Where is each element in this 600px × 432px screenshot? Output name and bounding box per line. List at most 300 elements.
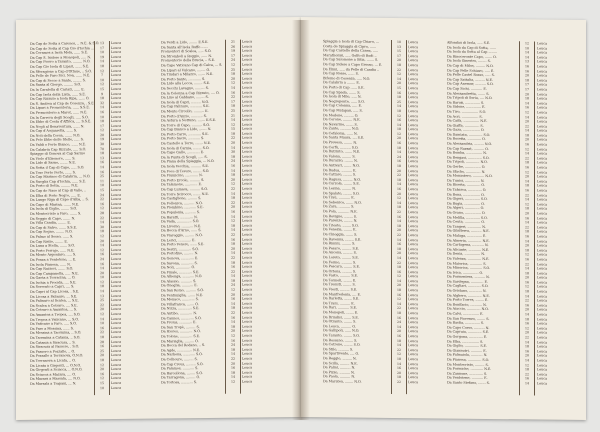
unit-label: Leuca xyxy=(242,108,253,113)
route-line: Da Gallipoli, ...... N.O. xyxy=(323,328,360,334)
route-line: Da San Tropè, ......... S. xyxy=(161,324,200,330)
unit-label: Leuca xyxy=(408,279,419,284)
distance-value: 14 xyxy=(230,85,236,90)
unit-label: Leuca xyxy=(408,150,419,155)
unit-label: Leuca xyxy=(537,252,548,257)
route-line: Da Cartagena, ........... N. xyxy=(447,242,489,248)
distance-value: 20 xyxy=(524,353,530,358)
route-line: Da Licata a Girgenti, ... O.N.O. xyxy=(30,362,82,368)
distance-value: 10 xyxy=(99,114,105,119)
route-line: Da Zannone, ............. S. xyxy=(447,371,488,376)
route-line: Da Ceuta, ............... O. xyxy=(447,219,485,225)
distance-value: 16 xyxy=(99,325,105,330)
distance-value: 12 xyxy=(524,326,530,331)
unit-label: Leuca xyxy=(111,334,122,340)
unit-label: Leuca xyxy=(111,229,122,234)
distance-value: 9 xyxy=(100,91,104,96)
right-text-column-2 xyxy=(447,41,517,396)
distance-value: 22 xyxy=(230,356,236,361)
distance-value: 14 xyxy=(99,165,105,170)
unit-label: Leuca xyxy=(537,330,548,335)
route-line: Da Cap Colonna, ..... E. xyxy=(323,103,362,108)
route-line: Da Cap Gio Isola di Lipari, ...... S.E. xyxy=(30,64,90,69)
unit-label: Leuca xyxy=(111,192,122,197)
route-line: Da Cap Campanella, ..... N.E. xyxy=(30,271,79,276)
unit-label: Leuca xyxy=(408,311,419,316)
unit-label: Leuca xyxy=(537,64,548,69)
route-line: Da Marsiglia, ......... O. xyxy=(161,338,199,344)
route-line: Da Licosa a Palinuro, ... S.E. xyxy=(30,294,78,299)
distance-value: 24 xyxy=(230,342,236,347)
route-line: Da Corfù, .......... S.O. xyxy=(323,144,359,150)
distance-value: 18 xyxy=(99,119,105,124)
route-line: Biferno di Cosenza, ..... N.O. xyxy=(323,75,371,81)
distance-value: 16 xyxy=(99,252,105,257)
route-line: Da Capraia, ............. S.E. xyxy=(447,329,490,335)
unit-label: Leuca xyxy=(408,283,419,288)
distance-value: 16 xyxy=(524,257,530,262)
route-line: Da Cap Lumaca, .......... S.O. xyxy=(161,186,208,192)
route-line: Da Fermo, .......... S. xyxy=(323,259,357,265)
route-line: Da Rimini, ......... S. xyxy=(323,241,356,246)
unit-label: Leuca xyxy=(242,356,253,361)
unit-label: Leuca xyxy=(537,96,548,101)
unit-label: Leuca xyxy=(408,324,419,330)
distance-value: 14 xyxy=(396,343,402,348)
route-line: Da S. Andrea al Cap de Cosenza, . S.E. xyxy=(30,100,95,106)
route-line: Da Reggio, ......... N. xyxy=(323,356,357,361)
distance-value: 10 xyxy=(396,40,402,45)
unit-label: Leuca xyxy=(408,370,419,375)
left-page xyxy=(16,17,301,420)
unit-label: Leuca xyxy=(408,223,419,228)
distance-value: 12 xyxy=(230,182,236,187)
distance-value: 20 xyxy=(524,330,530,335)
route-line: Da Sotta il Cap di Capo, ..... S.O. xyxy=(30,165,85,170)
route-line: Da Vaticano a Faro, ..... S.O. xyxy=(30,321,77,327)
distance-value: 20 xyxy=(524,91,530,96)
distance-value: 22 xyxy=(524,192,530,197)
route-line: Da Oneglia, ........... E. xyxy=(161,283,198,288)
distance-value: 14 xyxy=(230,273,236,279)
distance-value: 12 xyxy=(524,362,530,367)
unit-label: Leuca xyxy=(408,320,419,325)
distance-value: 12 xyxy=(396,196,402,201)
distance-value: 12 xyxy=(524,252,530,257)
unit-label: Leuca xyxy=(242,269,253,274)
unit-label: Leuca xyxy=(537,105,548,110)
distance-value: 20 xyxy=(230,177,236,182)
left-number-column-2 xyxy=(225,40,241,394)
distance-value: 15 xyxy=(99,381,105,386)
route-line: Da Ischia a Procida, .... S.E. xyxy=(30,280,77,285)
route-line: Da Formentera, .......... N. xyxy=(447,274,490,280)
distance-value: 14 xyxy=(524,114,530,119)
unit-label: Leuca xyxy=(242,296,253,301)
unit-label: Leuca xyxy=(537,124,548,129)
unit-label: Leuca xyxy=(111,298,122,303)
distance-value: 22 xyxy=(230,269,236,274)
unit-label: Leuca xyxy=(242,67,253,72)
route-line: Da Calvi, ............... E. xyxy=(447,311,484,316)
unit-label: Leuca xyxy=(537,234,548,239)
route-line: Da Seggio di Capo, ....... N. xyxy=(30,215,76,221)
unit-label: Leuca xyxy=(242,168,253,173)
unit-label: Leuca xyxy=(242,232,253,237)
route-line: Da Monopoli, ....... E. xyxy=(323,310,359,315)
route-line: Da Alessandria, ......... N.O. xyxy=(447,141,493,147)
unit-label: Leuca xyxy=(408,118,419,123)
distance-value: 16 xyxy=(396,334,402,339)
route-line: Da Leuca, .......... O. xyxy=(323,324,356,329)
route-line: Da Corone, ......... N.E. xyxy=(323,117,361,122)
unit-label: Leuca xyxy=(408,141,419,146)
distance-value: 12 xyxy=(99,68,105,73)
distance-value: 13 xyxy=(99,293,105,298)
route-line: Da Siracusa al Passero, . S.O. xyxy=(30,344,80,350)
unit-label: Leuca xyxy=(111,169,122,174)
distance-value: 18 xyxy=(396,205,402,210)
route-line: Da Sidone, .............. E. xyxy=(447,104,486,110)
unit-label: Leuca xyxy=(408,338,419,343)
distance-value: 18 xyxy=(230,278,236,283)
route-line: Da Spalato, ........ S.O. xyxy=(323,190,360,196)
route-line: Da Freius, ............ E. xyxy=(161,320,197,325)
distance-value: 16 xyxy=(524,234,530,239)
unit-label: Leuca xyxy=(537,303,548,308)
route-line: Da Bocca del Rodano, .. S. xyxy=(161,343,206,348)
route-line: Da Algeri, .............. O. xyxy=(447,205,485,211)
distance-value: 16 xyxy=(230,338,236,343)
distance-value: 18 xyxy=(99,151,105,156)
unit-label: Leuca xyxy=(242,310,253,315)
unit-label: Leuca xyxy=(111,307,122,312)
distance-value: 18 xyxy=(230,306,236,311)
unit-label: Leuca xyxy=(537,216,548,221)
distance-value: 20 xyxy=(230,361,236,366)
distance-value: 28 xyxy=(99,339,105,344)
route-line: Da Tunisi, .............. N. xyxy=(447,178,485,183)
unit-label: Leuca xyxy=(111,339,122,344)
unit-label: Leuca xyxy=(537,261,548,267)
unit-label: Leuca xyxy=(408,95,419,100)
distance-value: 15 xyxy=(396,85,402,91)
unit-label: Leuca xyxy=(537,367,548,372)
unit-label: Leuca xyxy=(111,96,122,101)
distance-value: 18 xyxy=(396,164,402,169)
distance-value: 16 xyxy=(99,169,105,174)
route-line: Da Cap Rizzuto a Isola Ripa, ...... O. xyxy=(30,96,90,101)
distance-value: 16 xyxy=(230,163,236,168)
distance-value: 12 xyxy=(524,169,530,175)
distance-value: 16 xyxy=(99,371,105,376)
route-line: Da Ventotene, ........... E. xyxy=(447,375,488,381)
unit-label: Leuca xyxy=(242,204,253,210)
distance-value: 18 xyxy=(230,71,236,76)
route-line: Da Denia, ............... N. xyxy=(447,251,485,257)
distance-value: 16 xyxy=(396,187,402,192)
route-line: Da la Caratella di Cariati, ...... E. xyxy=(30,87,85,92)
right-leuca-column-1 xyxy=(408,40,442,394)
distance-value: 18 xyxy=(524,229,530,234)
unit-label: Leuca xyxy=(408,191,419,196)
route-line: Da Orano, ............... O. xyxy=(447,210,486,215)
route-line: Da Aiaccio, ............. N.O. xyxy=(447,306,489,312)
route-line: Da Sorrento a Capri, .... S. xyxy=(30,284,75,290)
distance-value: 14 xyxy=(524,50,530,55)
distance-value: 14 xyxy=(524,358,530,363)
unit-label: Leuca xyxy=(537,165,548,170)
distance-value: 18 xyxy=(230,324,236,329)
route-line: Da Terranova a Licata, .. O. xyxy=(30,358,76,363)
route-line: Da Tindari a Milazzo, ....... N.E. xyxy=(161,72,214,77)
unit-label: Leuca xyxy=(111,371,122,376)
distance-value: 22 xyxy=(524,156,530,161)
unit-label: Leuca xyxy=(408,49,419,54)
distance-value: 14 xyxy=(524,101,530,106)
distance-value: 20 xyxy=(99,367,105,372)
unit-label: Leuca xyxy=(537,381,548,386)
distance-value: 12 xyxy=(99,206,105,211)
unit-label: Leuca xyxy=(242,62,253,67)
unit-label: Leuca xyxy=(111,201,122,206)
unit-label: Leuca xyxy=(537,248,548,253)
route-line: Da Isola di Capri, ......... N.O. xyxy=(161,99,210,105)
unit-label: Leuca xyxy=(242,57,253,63)
distance-value: 10 xyxy=(99,321,105,326)
route-line: Da Cap Ristio, ........ E. xyxy=(30,238,68,244)
route-line: Da Damiata, ............. S.O. xyxy=(447,132,491,137)
unit-label: Leuca xyxy=(111,54,122,59)
route-line: Da Cefalonia, ...... N. xyxy=(323,131,358,136)
distance-value: 18 xyxy=(396,288,402,293)
unit-label: Leuca xyxy=(537,239,548,244)
distance-value: 14 xyxy=(99,316,105,321)
distance-value: 18 xyxy=(99,229,105,234)
distance-value: 18 xyxy=(524,206,530,211)
distance-value: 16 xyxy=(396,141,402,146)
route-line: Da Curzola, ........ S.E. xyxy=(323,181,360,187)
unit-label: Leuca xyxy=(408,375,419,380)
route-line: Da Portofino, ......... N. xyxy=(161,251,199,256)
route-line: Da Otranto, ........ S. xyxy=(323,319,357,324)
unit-label: Leuca xyxy=(408,136,419,141)
distance-value: 18 xyxy=(230,154,236,159)
unit-label: Leuca xyxy=(537,202,548,207)
route-line: Da Barcellona, ........ S.O. xyxy=(161,370,203,376)
distance-value: 14 xyxy=(524,55,530,60)
book-gutter xyxy=(292,20,310,420)
route-line: Da Tripoli di Soria, .... N.O. xyxy=(447,95,493,101)
unit-label: Leuca xyxy=(111,174,122,179)
route-line: Costa de Spiaggia di Cipro, ...... xyxy=(323,43,377,49)
unit-label: Leuca xyxy=(242,80,253,85)
route-line: Da Cap de Sotta al Cap Gio d'Ischia ... xyxy=(30,45,94,51)
distance-value: 12 xyxy=(99,128,105,133)
distance-value: 10 xyxy=(99,385,105,390)
unit-label: Leuca xyxy=(111,357,122,362)
distance-value: 14 xyxy=(396,219,402,224)
unit-label: Leuca xyxy=(242,158,253,164)
unit-label: Leuca xyxy=(111,293,122,298)
route-line: Da Giannutri, ........... E. xyxy=(447,348,487,353)
unit-label: Leuca xyxy=(242,319,253,324)
unit-label: Leuca xyxy=(408,76,419,81)
route-line: Da Baruti, .............. S. xyxy=(447,100,485,105)
distance-value: 20 xyxy=(524,307,530,312)
distance-value: 26 xyxy=(230,44,236,49)
unit-label: Leuca xyxy=(537,137,548,143)
route-line: Da Cap Ruzzeri, ....... S.O. xyxy=(30,266,74,271)
unit-label: Leuca xyxy=(408,113,419,118)
route-line: Marathonisi, ..... Golfo di Rodi .. xyxy=(323,53,377,58)
distance-value: 18 xyxy=(396,246,402,251)
route-line: Da Bona, ................ O. xyxy=(447,192,485,197)
unit-label: Leuca xyxy=(242,140,253,145)
distance-value: 20 xyxy=(230,140,236,145)
route-line: Da Bocca d'Arno, ...... S. xyxy=(161,228,202,233)
route-line: Da Pesaro, ......... S.E. xyxy=(323,245,360,251)
route-line: Da Sfachs, .............. N. xyxy=(447,169,486,174)
unit-label: Leuca xyxy=(111,224,122,229)
distance-value: 22 xyxy=(524,372,530,377)
distance-value: 18 xyxy=(524,367,530,372)
unit-label: Leuca xyxy=(537,321,548,326)
unit-label: Leuca xyxy=(408,297,419,302)
distance-value: 14 xyxy=(396,237,402,242)
distance-value: 18 xyxy=(396,108,402,113)
unit-label: Leuca xyxy=(408,329,419,334)
route-line: Da Cannes, ............ S.O. xyxy=(161,315,202,321)
unit-label: Leuca xyxy=(537,229,548,234)
route-line: Da Spartivento, .... O. xyxy=(323,351,360,356)
unit-label: Leuca xyxy=(408,109,419,114)
route-line: Da Tese Porto Porto, ...... S. xyxy=(30,169,76,175)
distance-value: 14 xyxy=(524,238,530,243)
distance-value: 18 xyxy=(396,62,402,68)
distance-value: 16 xyxy=(524,64,530,69)
unit-label: Leuca xyxy=(537,179,548,184)
route-line: Da Maratea, ........ N.O. xyxy=(323,379,362,384)
route-line: Da Porto Carro, ............ S.E. xyxy=(161,131,209,137)
unit-label: Leuca xyxy=(242,209,253,214)
distance-value: 12 xyxy=(230,218,236,223)
unit-label: Leuca xyxy=(111,178,122,183)
distance-value: 16 xyxy=(230,296,236,301)
route-line: Da Porto di Sotta, ......... N.E. xyxy=(30,183,79,189)
route-line: Da Astura a Nettuno, ....... E.S.E. xyxy=(161,117,217,123)
route-line: Da Cattaro, ........ S. xyxy=(323,172,357,177)
distance-value: 22 xyxy=(524,261,530,266)
route-line: Da Taormina a Catania, .. S.O. xyxy=(30,335,81,340)
unit-label: Leuca xyxy=(537,46,548,51)
distance-value: 12 xyxy=(230,122,236,127)
distance-value: 16 xyxy=(230,315,236,320)
distance-value: 14 xyxy=(396,278,402,283)
distance-value: 16 xyxy=(524,165,530,170)
distance-value: 14 xyxy=(396,182,402,187)
distance-value: 16 xyxy=(230,209,236,214)
unit-label: Leuca xyxy=(242,227,253,232)
route-line: Da Torre Scirocco, ....... N.E. xyxy=(161,191,209,197)
route-line: Da Antivari, ....... N.O. xyxy=(323,163,360,168)
distance-value: 14 xyxy=(396,255,402,260)
distance-value: 20 xyxy=(396,370,402,375)
distance-value: 22 xyxy=(230,310,236,315)
route-line: Da Collioure, ......... S. xyxy=(161,357,198,362)
route-line: Da Navarino, ....... S. xyxy=(323,121,358,127)
distance-value: 16 xyxy=(99,109,105,115)
route-line: Da Isola di Milo, ..... N. xyxy=(323,94,362,99)
unit-label: Leuca xyxy=(537,174,548,179)
route-line: Da Fiumicino, ............ N. xyxy=(161,173,203,178)
unit-label: Leuca xyxy=(537,92,548,97)
book-spread xyxy=(16,20,586,420)
unit-label: Leuca xyxy=(537,170,548,175)
unit-label: Leuca xyxy=(537,220,548,225)
unit-label: Leuca xyxy=(537,55,548,60)
distance-value: 14 xyxy=(230,117,236,122)
unit-label: Leuca xyxy=(111,302,122,307)
route-line: Da Ivica, ............... O. xyxy=(447,270,484,275)
distance-value: 18 xyxy=(230,131,236,136)
unit-label: Leuca xyxy=(111,151,122,156)
unit-label: Leuca xyxy=(408,127,419,132)
route-line: Da Lesina, ......... N. xyxy=(323,186,356,191)
unit-label: Leuca xyxy=(242,292,253,297)
route-line: Da Porto Ferrajo, ...... N.E. xyxy=(30,248,75,253)
route-line: Da Calabria a ........ E. xyxy=(323,80,360,85)
distance-value: 14 xyxy=(396,122,402,127)
route-line: Da Lungo Riga di Capo d'Alba, .. S. xyxy=(30,197,89,203)
route-line: Da Albenga, ........... N.O. xyxy=(161,274,203,279)
distance-value: 19 xyxy=(99,54,105,59)
route-line: Da Bengasi, ............. S.O. xyxy=(447,155,490,160)
route-line: Da Ventimiglia, ....... N.E. xyxy=(161,292,204,298)
unit-label: Leuca xyxy=(537,41,548,46)
distance-value: 14 xyxy=(524,294,530,299)
unit-label: Leuca xyxy=(242,90,253,95)
distance-value: 14 xyxy=(524,339,530,344)
route-line: Spiagge di Genova al Cap Sarino xyxy=(30,151,86,157)
distance-value: 14 xyxy=(99,105,105,110)
route-line: Da Porto Sacro, ........... S. xyxy=(161,136,205,141)
route-line: Da Prevesa, ........ N. xyxy=(323,140,358,145)
unit-label: Leuca xyxy=(408,154,419,160)
unit-label: Leuca xyxy=(111,265,122,271)
route-line: Da Tiro, ................ S.O. xyxy=(447,109,487,114)
route-line: Da Lerici, ............ E. xyxy=(161,237,196,243)
route-line: Da Cap Bianco a Lido, ....... N. xyxy=(161,127,212,132)
route-line: Da Tolone, ............ S.E. xyxy=(161,334,201,339)
route-line: Da Noli della Corsa, ....... N.O. xyxy=(30,133,81,138)
distance-value: 20 xyxy=(99,270,105,275)
distance-value: 18 xyxy=(99,284,105,289)
unit-label: Leuca xyxy=(408,177,419,183)
route-line: Da Monastero, ........... N.O. xyxy=(447,173,493,179)
unit-label: Leuca xyxy=(111,91,122,96)
route-line: Da Pianosa, ............. S.O. xyxy=(447,357,490,362)
distance-value: 17 xyxy=(524,87,530,92)
distance-value: 18 xyxy=(99,96,105,101)
route-line: Da Baratti, ............ N. xyxy=(161,214,198,220)
route-line: Da Porto Ercole, .......... S. xyxy=(161,177,205,183)
distance-value: 20 xyxy=(396,191,402,196)
distance-value: 10 xyxy=(99,77,105,82)
left-number-column-1 xyxy=(94,41,110,395)
route-line: Da Capo Corso, .......... N. xyxy=(447,325,490,330)
route-line: Da Bonifacio, ........... N. xyxy=(447,302,487,307)
